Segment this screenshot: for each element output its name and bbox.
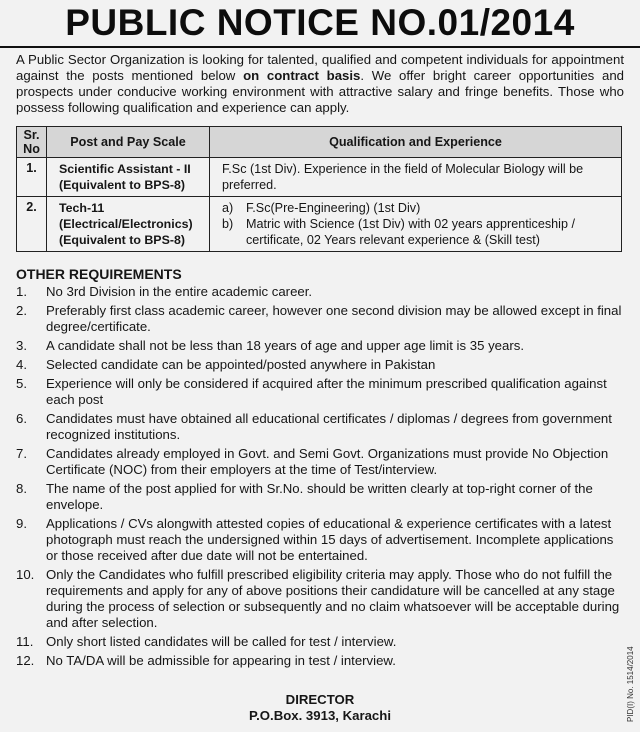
- qualification-option-b: [222, 216, 613, 248]
- list-item: [16, 376, 624, 408]
- title-bar: [0, 0, 640, 48]
- item-text: Candidates already employed in Govt. and Semi Govt. Organizations must provide No Objection Certificate (NOC) from their employers at the time of Test/interview.: [46, 446, 609, 477]
- item-text: The name of the post applied for with Sr.No. should be written clearly at top-right corner of the envelope.: [46, 481, 593, 512]
- item-number: 6.: [16, 411, 27, 426]
- table-row: [17, 158, 622, 197]
- list-item: [16, 446, 624, 478]
- signatory-address: P.O.Box. 3913, Karachi: [249, 708, 391, 723]
- item-number: 8.: [16, 481, 27, 496]
- item-text: Selected candidate can be appointed/posted anywhere in Pakistan: [46, 357, 436, 372]
- pid-number: PID(I) No. 1514/2014: [626, 646, 635, 722]
- header-qualification: Qualification and Experience: [210, 127, 622, 158]
- table-row: [17, 197, 622, 252]
- item-number: 12.: [16, 653, 35, 668]
- post-scale: (Equivalent to BPS-8): [59, 233, 185, 247]
- item-number: 9.: [16, 516, 27, 531]
- option-label: b): [222, 217, 234, 231]
- header-sr-no: Sr. No: [17, 127, 47, 158]
- post-title: Scientific Assistant - II: [59, 162, 191, 176]
- item-text: Only the Candidates who fulfill prescribed eligibility criteria may apply. Those who do not fulfill the requirements and apply for any of above positions their candidature will be cancelled at any stage during the process of selection or subsequently and no claim whatsoever will be acceptable during and after selection.: [46, 567, 620, 630]
- item-number: 3.: [16, 338, 27, 353]
- row-qualification: [210, 197, 622, 252]
- intro-text-1: A Public Sector Organization is looking for talented, qualified and competent individuals for appointment against the posts mentioned below: [16, 52, 624, 83]
- item-number: 7.: [16, 446, 27, 461]
- header-post: Post and Pay Scale: [47, 127, 210, 158]
- list-item: [16, 567, 624, 631]
- signatory-title: DIRECTOR: [285, 692, 355, 707]
- row-sr: 2.: [17, 197, 47, 252]
- item-text: Experience will only be considered if acquired after the minimum prescribed qualification against each post: [46, 376, 607, 407]
- item-number: 11.: [16, 634, 34, 649]
- row-sr: 1.: [17, 158, 47, 197]
- item-text: A candidate shall not be less than 18 years of age and upper age limit is 35 years.: [46, 338, 524, 353]
- option-text: F.Sc(Pre-Engineering) (1st Div): [246, 201, 421, 215]
- row-post: [47, 197, 210, 252]
- option-label: a): [222, 201, 234, 215]
- table-header-row: [17, 127, 622, 158]
- item-text: Candidates must have obtained all educational certificates / diplomas / degrees from government recognized institutions.: [46, 411, 612, 442]
- qualification-option-a: [222, 200, 613, 216]
- item-number: 4.: [16, 357, 27, 372]
- list-item: [16, 411, 624, 443]
- requirements-list: [16, 284, 624, 672]
- list-item: [16, 653, 624, 669]
- notice-title: PUBLIC NOTICE NO.01/2014: [65, 2, 575, 43]
- item-text: Preferably first class academic career, however one second division may be allowed except in final degree/certificate.: [46, 303, 622, 334]
- row-qualification: F.Sc (1st Div). Experience in the field of Molecular Biology will be preferred.: [210, 158, 622, 197]
- posts-table: [16, 126, 622, 252]
- item-text: No 3rd Division in the entire academic career.: [46, 284, 313, 299]
- row-post: [47, 158, 210, 197]
- intro-paragraph: [16, 52, 624, 116]
- intro-text-2: . We offer bright career opportunities and prospects under conducive working environment with attractive salary and fringe benefits. Those who possess following qualification and experience can apply.: [16, 68, 624, 115]
- item-text: No TA/DA will be admissible for appearing in test / interview.: [46, 653, 396, 668]
- post-title: Tech-11: [59, 201, 105, 215]
- list-item: [16, 303, 624, 335]
- item-number: 2.: [16, 303, 27, 318]
- list-item: [16, 284, 624, 300]
- item-number: 10.: [16, 567, 35, 582]
- list-item: [16, 516, 624, 564]
- post-scale: (Equivalent to BPS-8): [59, 178, 185, 192]
- item-text: Only short listed candidates will be called for test / interview.: [46, 634, 397, 649]
- item-text: Applications / CVs alongwith attested copies of educational & experience certificates with a latest photograph must reach the undersigned within 15 days of advertisement. Incomplete applications or those received after due date will not be entertained.: [46, 516, 614, 563]
- list-item: [16, 338, 624, 354]
- post-specialization: (Electrical/Electronics): [59, 217, 193, 231]
- item-number: 1.: [16, 284, 27, 299]
- list-item: [16, 481, 624, 513]
- list-item: [16, 357, 624, 373]
- intro-bold-text: on contract basis: [243, 68, 361, 83]
- option-text: Matric with Science (1st Div) with 02 years apprenticeship / certificate, 02 Years relevant experience & (Skill test): [246, 217, 575, 247]
- requirements-heading: OTHER REQUIREMENTS: [16, 266, 182, 282]
- list-item: [16, 634, 624, 650]
- item-number: 5.: [16, 376, 27, 391]
